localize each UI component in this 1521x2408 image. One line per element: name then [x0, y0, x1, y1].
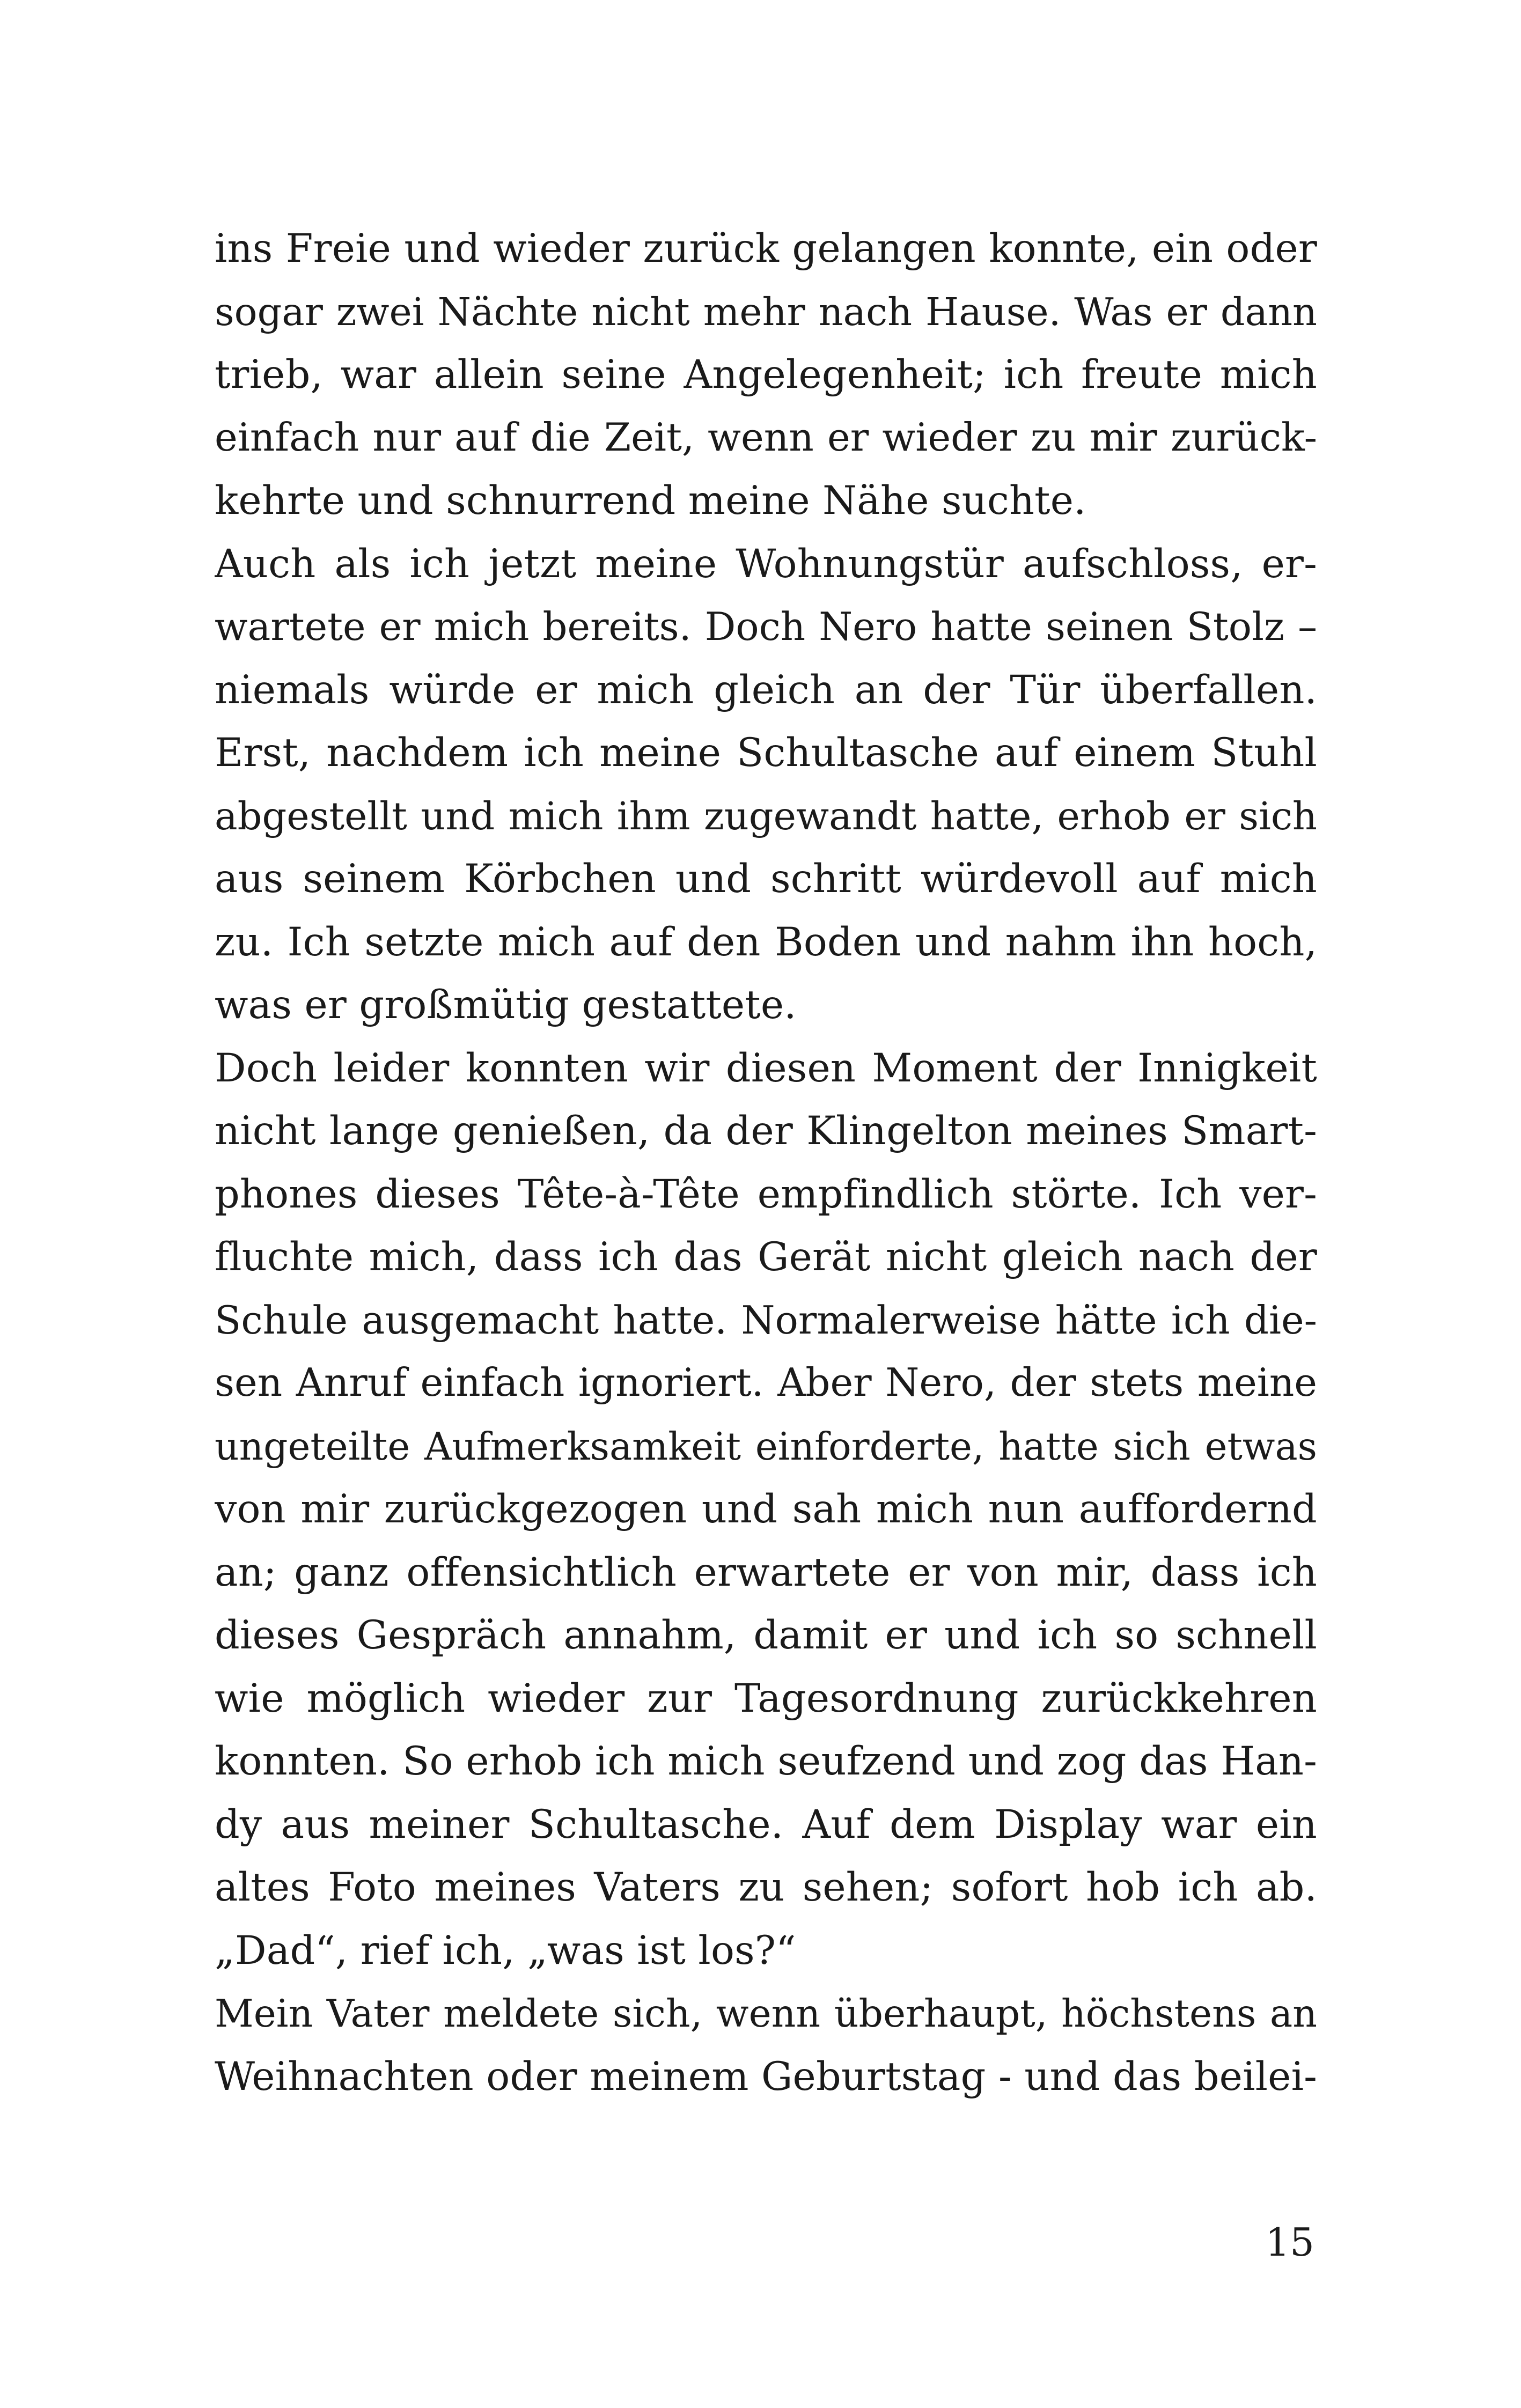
text-line: Schule ausgemacht hatte. Normalerweise hätte ich die- — [215, 1297, 1317, 1343]
text-line: wie möglich wieder zur Tagesordnung zurückkehren — [215, 1675, 1317, 1721]
text-line: Weihnachten oder meinem Geburtstag - und das beilei- — [215, 2053, 1317, 2100]
text-line: niemals würde er mich gleich an der Tür überfallen. — [215, 667, 1317, 713]
page-number: 15 — [1265, 2220, 1314, 2265]
text-line: „Dad“, rief ich, „was ist los?“ — [215, 1927, 796, 1973]
text-line: fluchte mich, dass ich das Gerät nicht gleich nach der — [215, 1234, 1317, 1280]
text-line: ins Freie und wieder zurück gelangen konnte, ein oder — [215, 226, 1317, 271]
text-line: abgestellt und mich ihm zugewandt hatte, erhob er sich — [215, 793, 1317, 838]
text-line: sen Anruf einfach ignoriert. Aber Nero, der stets meine — [215, 1360, 1317, 1405]
text-line: an; ganz offensichtlich erwartete er von mir, dass ich — [215, 1549, 1317, 1595]
text-line: von mir zurückgezogen und sah mich nun auffordernd — [215, 1486, 1317, 1532]
text-line: Erst, nachdem ich meine Schultasche auf einem Stuhl — [215, 730, 1317, 776]
text-line: ungeteilte Aufmerksamkeit einforderte, hatte sich etwas — [215, 1424, 1317, 1469]
text-line: aus seinem Körbchen und schritt würdevoll auf mich — [215, 856, 1317, 902]
text-line: wartete er mich bereits. Doch Nero hatte seinen Stolz – — [215, 604, 1317, 649]
text-line: trieb, war allein seine Angelegenheit; ich freute mich — [215, 352, 1317, 397]
text-line: dy aus meiner Schultasche. Auf dem Display war ein — [215, 1801, 1317, 1847]
text-line: Auch als ich jetzt meine Wohnungstür aufschloss, er- — [215, 541, 1317, 587]
text-line: konnten. So erhob ich mich seufzend und zog das Han- — [215, 1739, 1317, 1784]
text-line: Mein Vater meldete sich, wenn überhaupt, höchstens an — [215, 1991, 1317, 2036]
text-line: zu. Ich setzte mich auf den Boden und nahm ihn hoch, — [215, 919, 1317, 965]
body-text — [215, 217, 1317, 2108]
text-line: phones dieses Tête-à-Tête empfindlich störte. Ich ver- — [215, 1171, 1317, 1217]
text-line: altes Foto meines Vaters zu sehen; sofort hob ich ab. — [215, 1865, 1317, 1910]
text-line: sogar zwei Nächte nicht mehr nach Hause. Was er dann — [215, 289, 1317, 334]
text-line: nicht lange genießen, da der Klingelton meines Smart- — [215, 1108, 1317, 1154]
text-line: dieses Gespräch annahm, damit er und ich so schnell — [215, 1612, 1317, 1658]
text-line: kehrte und schnurrend meine Nähe suchte. — [215, 478, 1086, 524]
text-line: Doch leider konnten wir diesen Moment der Innigkeit — [215, 1045, 1317, 1091]
text-line: was er großmütig gestattete. — [215, 982, 797, 1028]
text-line: einfach nur auf die Zeit, wenn er wieder zu mir zurück- — [215, 415, 1317, 460]
